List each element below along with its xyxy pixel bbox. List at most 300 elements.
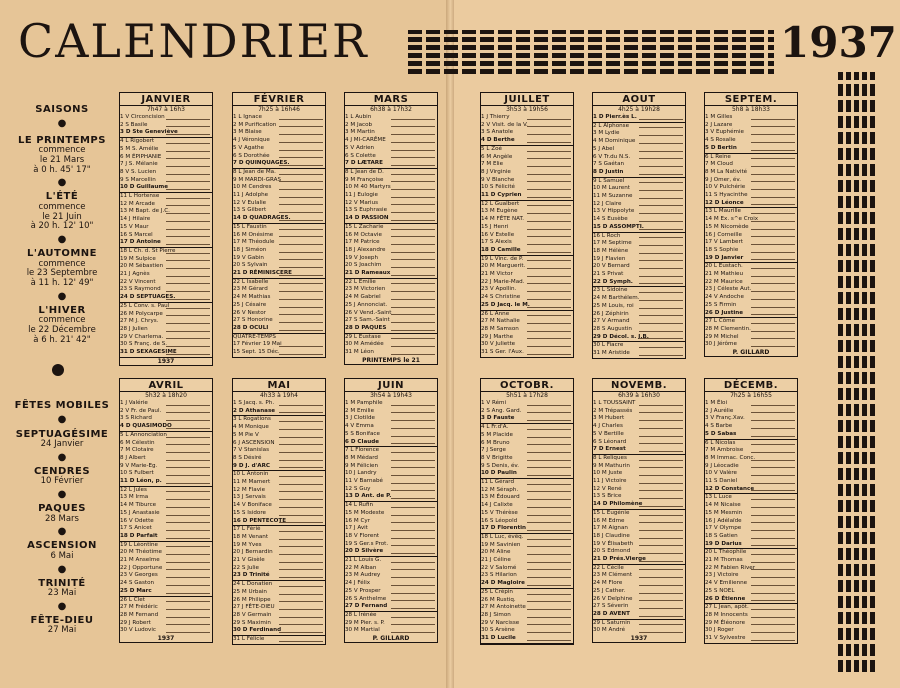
day-entry: 1 L Ignace: [233, 114, 262, 120]
day-entry: 13 L Maurille: [705, 208, 741, 215]
day-entry: 30 J Jérôme: [705, 341, 737, 348]
day-row: [345, 224, 437, 232]
day-row: [593, 201, 685, 209]
note-line: [639, 123, 683, 129]
day-row: [233, 463, 325, 472]
day-entry: 9 S Marcellin: [120, 176, 156, 183]
day-entry: 9 M Mathurin: [593, 462, 630, 469]
note-line: [639, 493, 683, 499]
day-entry: 3 M Hubert: [593, 415, 625, 422]
day-row: [593, 178, 685, 186]
day-row: [233, 137, 325, 145]
day-entry: 24 D Magloire: [481, 580, 525, 587]
note-line: [751, 169, 795, 175]
day-row: [120, 263, 212, 271]
day-entry: 23 J Céleste Aut.: [705, 286, 752, 293]
day-entry: 14 V Boniface: [233, 502, 272, 509]
day-entry: 7 D Ernest: [593, 446, 626, 453]
day-entry: 7 M Ambroise: [705, 447, 744, 454]
note-line: [166, 447, 210, 453]
note-line: [279, 317, 323, 323]
day-row: [120, 318, 212, 326]
day-entry: 30 M Amédée: [345, 341, 384, 348]
note-line: [527, 279, 571, 285]
month-5: [704, 92, 798, 357]
note-line: [279, 184, 323, 190]
day-entry: 15 L Faustin: [233, 223, 267, 230]
day-entry: 6 J ASCENSION: [233, 439, 275, 446]
day-row: [481, 525, 573, 534]
day-row: [481, 612, 573, 620]
day-entry: 11 L Gérard: [481, 479, 515, 486]
day-entry: 25 J Annonciat.: [345, 301, 388, 308]
day-entry: 29 J Robert: [120, 619, 151, 626]
day-entry: 23 M Audrey: [345, 572, 381, 579]
note-line: [279, 270, 323, 276]
day-row: [120, 463, 212, 471]
day-row: [345, 294, 437, 302]
day-row: [705, 533, 797, 541]
day-entry: 6 D Claude: [345, 438, 380, 445]
note-line: [279, 604, 323, 610]
feast-date: 6 Mai: [50, 550, 74, 561]
note-line: [279, 129, 323, 135]
note-line: [751, 192, 795, 198]
calendar-title: CALENDRIER: [18, 14, 369, 68]
day-entry: 2 M Purification: [233, 121, 277, 128]
day-row: [345, 279, 437, 287]
season-line: à 0 h. 45' 17": [33, 164, 91, 175]
note-line: [639, 455, 683, 461]
day-row: [481, 597, 573, 605]
day-row: [481, 216, 573, 224]
day-row: [345, 160, 437, 169]
note-line: [391, 548, 435, 554]
note-line: [166, 620, 210, 626]
day-entry: 5 V Agathe: [233, 144, 264, 151]
day-row: [593, 501, 685, 510]
day-row: [705, 431, 797, 440]
day-row: [481, 580, 573, 589]
day-row: [345, 510, 437, 518]
day-entry: 1 M Pamphile: [345, 400, 383, 406]
note-line: [391, 310, 435, 316]
day-entry: 16 M Onésime: [233, 231, 274, 238]
sunrise-sunset: 7h47 à 16h3: [146, 106, 185, 113]
day-row: [120, 588, 212, 597]
day-entry: 30 V Juliette: [481, 341, 516, 348]
note-line: [279, 440, 323, 446]
day-entry: 20 M Sébastien: [120, 263, 164, 270]
day-row: [705, 286, 797, 294]
day-entry: 7 V Stanislas: [233, 447, 270, 454]
day-row: [345, 493, 437, 502]
mobile-feasts-panel: [8, 400, 116, 636]
season-line: commence: [38, 201, 86, 212]
day-entry: 21 S Privat: [593, 271, 624, 278]
day-entry: 3 V Franç.Xav.: [705, 415, 745, 422]
day-row: [233, 471, 325, 479]
day-entry: 15 Sept. 15 Déc.: [233, 349, 280, 356]
note-line: [639, 178, 683, 184]
day-entry: 26 V Nestor: [233, 309, 266, 316]
day-entry: 19 M Sulpice: [120, 255, 156, 262]
day-entry: 24 M Barthélem.: [593, 295, 640, 302]
day-row: [345, 548, 437, 557]
note-line: [391, 341, 435, 347]
day-row: [481, 440, 573, 448]
day-row: [233, 510, 325, 518]
day-row: [481, 184, 573, 192]
note-line: [391, 200, 435, 206]
day-entry: 16 J Adélaïde: [705, 517, 742, 524]
note-line: [279, 572, 323, 578]
note-line: [279, 255, 323, 261]
day-row: [233, 349, 325, 357]
day-row: [593, 326, 685, 334]
day-row: [705, 478, 797, 486]
day-entry: 4 L Rigobert: [120, 138, 155, 145]
day-entry: 15 L Zacharie: [345, 223, 384, 230]
day-entry: 31 D SEXAGESIME: [120, 349, 177, 356]
note-line: [391, 502, 435, 508]
day-row: [120, 286, 212, 294]
note-line: [166, 161, 210, 167]
note-line: [279, 424, 323, 430]
note-line: [391, 533, 435, 539]
day-entry: 1 S Jacq. s. Ph.: [233, 400, 275, 406]
day-entry: 19 J Flavien: [593, 255, 626, 262]
month-footer: 1937: [157, 635, 175, 643]
day-entry: 16 M Octavie: [345, 231, 382, 238]
note-line: [751, 255, 795, 261]
day-entry: 14 M Nicaise: [705, 502, 741, 509]
day-entry: 28 L Irénée: [345, 611, 377, 618]
day-row: [345, 153, 437, 161]
day-entry: 13 J Servais: [233, 494, 266, 501]
day-entry: 15 J Henri: [481, 223, 509, 230]
note-line: [279, 510, 323, 516]
day-row: [345, 627, 437, 635]
note-line: [166, 129, 210, 135]
day-entry: 1 D Pierr.ès L.: [593, 114, 637, 120]
day-entry: 28 J Simon: [481, 611, 511, 618]
day-row: [705, 326, 797, 334]
day-row: [233, 302, 325, 310]
note-line: [166, 533, 210, 539]
day-row: [233, 114, 325, 122]
day-row: [120, 326, 212, 334]
note-line: [639, 486, 683, 492]
day-row: [481, 534, 573, 542]
note-line: [166, 463, 210, 469]
day-entry: 29 L Eustase: [345, 333, 381, 340]
note-line: [527, 256, 571, 262]
note-line: [751, 200, 795, 206]
day-entry: 1 L TOUSSAINT: [593, 400, 636, 406]
note-line: [527, 184, 571, 190]
feast-item: [8, 503, 116, 524]
day-entry: 3 D Fauste: [481, 415, 515, 422]
day-entry: 11 J Adolphe: [233, 192, 269, 199]
day-row: [593, 493, 685, 501]
day-row: [481, 447, 573, 455]
note-line: [391, 431, 435, 437]
day-entry: 29 M Éléonore: [705, 619, 746, 626]
sunrise-sunset: 3h53 à 19h56: [506, 106, 548, 113]
note-line: [527, 440, 571, 446]
season-line: le 21 Mars: [39, 154, 85, 165]
day-row: [705, 596, 797, 605]
note-line: [166, 518, 210, 524]
note-line: [527, 604, 571, 610]
day-row: [233, 534, 325, 542]
day-entry: 8 J Albert: [120, 454, 146, 461]
day-entry: 15 D ASSOMPTI.: [593, 223, 644, 230]
day-row: [705, 169, 797, 177]
day-entry: 28 D AVENT: [593, 610, 630, 617]
day-entry: 13 L Luce: [705, 494, 732, 501]
season-name: L'HIVER: [38, 304, 86, 316]
sunrise-sunset: 4h25 à 19h28: [618, 106, 660, 113]
day-row: [120, 533, 212, 542]
day-row: [481, 114, 573, 122]
day-row: [705, 208, 797, 216]
day-entry: 2 V Fr. de Paul.: [120, 407, 162, 414]
note-line: [391, 596, 435, 602]
day-row: [233, 479, 325, 487]
day-entry: 13 S Gilbert: [233, 207, 267, 214]
note-line: [279, 286, 323, 292]
day-row: [120, 604, 212, 612]
day-entry: 8 M La Nativité: [705, 168, 748, 175]
note-line: [751, 440, 795, 446]
day-row: [481, 326, 573, 334]
day-row: [705, 294, 797, 302]
day-entry: 30 M André: [593, 627, 626, 634]
day-entry: 11 D Cyprien: [481, 192, 522, 199]
day-entry: 4 D Berthe: [481, 137, 515, 144]
day-entry: 8 M Immac. Conc.: [705, 454, 756, 461]
day-row: [345, 145, 437, 153]
day-row: [233, 184, 325, 192]
note-line: [166, 627, 210, 633]
day-entry: 14 J Calixte: [481, 502, 513, 509]
day-row: [120, 408, 212, 416]
note-line: [527, 146, 571, 152]
sunrise-sunset: 5h51 à 17h28: [506, 392, 548, 399]
day-row: [233, 262, 325, 270]
day-row: [593, 478, 685, 486]
note-line: [166, 184, 210, 190]
note-line: [391, 192, 435, 198]
day-row: [120, 455, 212, 463]
note-line: [639, 565, 683, 571]
note-line: [639, 415, 683, 421]
day-entry: 4 L Fr.d'A.: [481, 424, 509, 431]
day-entry: 11 J Victoire: [593, 478, 627, 485]
day-entry: 7 J S. Mélanie: [120, 161, 158, 168]
day-row: [481, 542, 573, 550]
day-row: [120, 208, 212, 216]
note-line: [279, 153, 323, 159]
note-line: [166, 154, 210, 160]
note-line: [391, 439, 435, 445]
day-entry: 23 L Sidoine: [593, 287, 628, 294]
season-line: le 21 Juin: [42, 211, 82, 222]
day-entry: 8 V S. Lucien: [120, 168, 157, 175]
day-entry: 28 M Fernand: [120, 611, 159, 618]
note-line: [751, 184, 795, 190]
day-row: [233, 286, 325, 294]
day-row: [481, 154, 573, 162]
note-line: [166, 201, 210, 207]
day-entry: 8 D Justin: [593, 168, 624, 175]
sunrise-sunset: 6h38 à 17h32: [370, 106, 412, 113]
bullet: ●: [57, 413, 67, 425]
day-row: [705, 604, 797, 612]
day-row: [593, 138, 685, 146]
day-entry: 4 V Emma: [345, 423, 374, 430]
day-entry: 12 M Flavie: [233, 486, 266, 493]
note-line: [279, 432, 323, 438]
day-entry: 11 M Suzanne: [593, 193, 633, 200]
section-divider-dot: [52, 364, 64, 376]
day-entry: 27 S Sam.-Saint: [345, 317, 390, 324]
day-row: [120, 193, 212, 201]
day-row: [233, 400, 325, 408]
day-row: [120, 487, 212, 495]
day-row: [481, 263, 573, 271]
note-line: [166, 311, 210, 317]
day-entry: 4 J MI-CARÊME: [345, 137, 386, 144]
day-row: [120, 177, 212, 185]
day-entry: 3 M Lydie: [593, 130, 620, 137]
sunrise-sunset: 6h39 à 16h30: [618, 392, 660, 399]
feast-item: [8, 615, 116, 636]
day-entry: 7 D QUINQUAGES.: [233, 160, 290, 167]
note-line: [279, 518, 323, 524]
day-row: [593, 541, 685, 549]
seasons-heading: SAISONS: [35, 104, 89, 115]
note-line: [639, 620, 683, 626]
note-line: [391, 463, 435, 469]
day-row: [233, 408, 325, 417]
day-entry: 2 S Ang. Gard.: [481, 407, 522, 414]
note-line: [639, 572, 683, 578]
note-line: [639, 287, 683, 293]
day-row: [233, 169, 325, 177]
note-line: [751, 627, 795, 633]
sunrise-sunset: 3h54 à 19h43: [370, 392, 412, 399]
day-row: [593, 233, 685, 241]
day-row: [481, 572, 573, 580]
day-entry: 2 M Trépassés: [593, 407, 633, 414]
bullet: ●: [57, 489, 67, 501]
note-line: [751, 518, 795, 524]
day-row: [120, 138, 212, 146]
note-line: [166, 415, 210, 421]
day-entry: 2 V Visit. de la V.: [481, 121, 528, 128]
day-entry: 9 J Léocadie: [705, 462, 739, 469]
season-summer: [8, 191, 116, 232]
day-row: [481, 494, 573, 502]
day-entry: 16 J Corneille: [705, 231, 742, 238]
note-line: [279, 542, 323, 548]
day-entry: 19 D Darius: [705, 540, 742, 547]
day-row: [233, 247, 325, 255]
note-line: [391, 572, 435, 578]
day-entry: 21 J Agnès: [120, 271, 150, 278]
day-row: [233, 589, 325, 597]
day-row: [481, 549, 573, 557]
day-entry: 2 J Aurélie: [705, 407, 734, 414]
day-entry: 10 S Félicité: [481, 184, 515, 191]
note-line: [527, 635, 571, 641]
day-entry: 4 S Barbe: [705, 423, 733, 430]
note-line: [391, 129, 435, 135]
day-entry: 5 V Adrien: [345, 144, 375, 151]
note-line: [527, 463, 571, 469]
day-row: [705, 145, 797, 154]
calendar-year: 1937: [780, 18, 897, 67]
feast-date: 23 Mai: [47, 588, 77, 599]
day-entry: 2 S Basile: [120, 121, 148, 128]
note-line: [527, 400, 571, 406]
feast-item: [8, 540, 116, 561]
note-line: [279, 627, 323, 633]
day-row: [593, 130, 685, 138]
note-line: [751, 588, 795, 594]
day-entry: 15 S Isidore: [233, 509, 266, 516]
bullet: ●: [57, 600, 67, 612]
day-row: [233, 627, 325, 636]
day-row: [120, 478, 212, 487]
note-line: [639, 580, 683, 586]
note-line: [639, 146, 683, 152]
day-row: [705, 510, 797, 518]
bullet: ●: [57, 117, 67, 129]
note-line: [639, 423, 683, 429]
note-line: [751, 494, 795, 500]
day-row: [593, 350, 685, 358]
feast-name: SEPTUAGÉSIME: [15, 428, 109, 440]
note-line: [279, 207, 323, 213]
day-entry: 27 S Séverin: [593, 603, 629, 610]
day-row: [593, 169, 685, 178]
day-row: [705, 408, 797, 416]
note-line: [751, 478, 795, 484]
day-row: [593, 486, 685, 494]
day-row: [481, 302, 573, 311]
day-row: [345, 129, 437, 137]
day-entry: 26 M Philippe: [233, 596, 271, 603]
day-row: [345, 565, 437, 573]
day-row: [593, 161, 685, 169]
day-row: [593, 533, 685, 541]
note-line: [527, 271, 571, 277]
day-entry: 19 D Janvier: [705, 254, 744, 261]
day-entry: 28 J Julien: [120, 325, 148, 332]
sunrise-sunset: 5h32 à 18h20: [145, 392, 187, 399]
day-row: [705, 271, 797, 279]
day-entry: 16 L Roch: [593, 232, 621, 239]
day-entry: 28 D OCULI: [233, 324, 269, 331]
note-line: [751, 145, 795, 151]
day-entry: 9 V Marie-Eg.: [120, 462, 158, 469]
day-row: [120, 216, 212, 224]
note-line: [166, 494, 210, 500]
